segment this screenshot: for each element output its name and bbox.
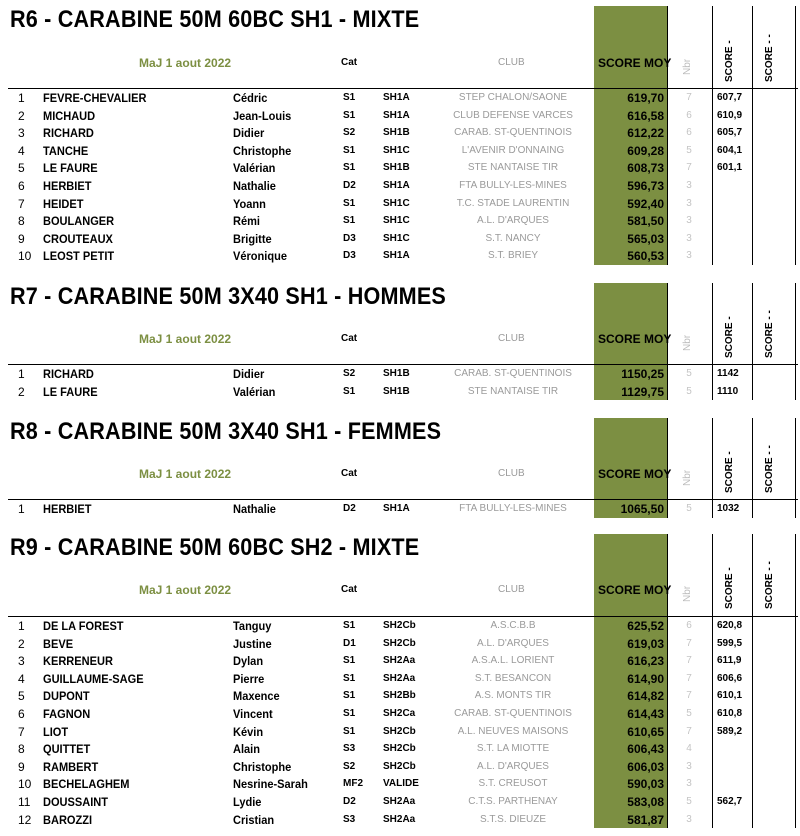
- class: SH2Aa: [383, 796, 416, 807]
- club: S.T. CREUSOT: [478, 778, 548, 790]
- last-name: RICHARD: [43, 126, 94, 141]
- club: FTA BULLY-LES-MINES: [459, 503, 567, 514]
- table-row: [0, 142, 800, 160]
- first-name: Nathalie: [233, 502, 276, 516]
- update-date: MaJ 1 aout 2022: [139, 583, 232, 597]
- club: S.T. BRIEY: [487, 250, 538, 262]
- last-name: HERBIET: [43, 502, 92, 516]
- club: A.L. D'ARQUES: [477, 215, 549, 227]
- table-row: [0, 775, 800, 793]
- score-1: 1110: [717, 385, 739, 397]
- score-moy: 612,22: [627, 126, 664, 141]
- rank: 9: [18, 231, 25, 246]
- category: S1: [343, 215, 356, 227]
- results-section: [0, 283, 800, 400]
- score-moy: 565,03: [627, 231, 664, 246]
- club: CARAB. ST-QUENTINOIS: [454, 368, 572, 379]
- score-moy: 614,90: [627, 671, 664, 686]
- first-name: Didier: [233, 367, 265, 381]
- score-moy: 592,40: [627, 196, 664, 211]
- table-row: [0, 383, 800, 401]
- header-score-moy: SCORE MOY: [598, 467, 672, 481]
- last-name: HEIDET: [43, 196, 84, 211]
- club: STE NANTAISE TIR: [467, 162, 559, 174]
- header-club: CLUB: [498, 468, 525, 479]
- first-name: Tanguy: [233, 619, 272, 633]
- nbr: 5: [686, 503, 692, 514]
- club: CLUB DEFENSE VARCES: [453, 109, 573, 121]
- class: SH2Ca: [383, 708, 416, 719]
- first-name: Christophe: [233, 143, 292, 158]
- header-score-2: SCORE - -: [764, 34, 775, 82]
- rank: 3: [18, 126, 25, 141]
- rank: 5: [18, 689, 25, 704]
- table-row: [0, 758, 800, 776]
- category: S3: [343, 813, 356, 825]
- score-moy: 610,65: [627, 724, 664, 739]
- score-1: 607,7: [717, 92, 743, 103]
- last-name: RAMBERT: [43, 759, 99, 774]
- last-name: MICHAUD: [43, 108, 96, 123]
- table-row: [0, 687, 800, 705]
- header-cat: Cat: [341, 57, 358, 68]
- section-title: R8 - CARABINE 50M 3X40 SH1 - FEMMES: [10, 418, 442, 445]
- category: S1: [343, 655, 356, 667]
- table-row: [0, 89, 800, 107]
- last-name: BAROZZI: [43, 812, 93, 827]
- last-name: LE FAURE: [43, 384, 98, 399]
- club: A.L. NEUVES MAISONS: [457, 725, 569, 737]
- nbr: 7: [686, 92, 692, 103]
- club: C.T.S. PARTHENAY: [468, 796, 558, 807]
- rank: 6: [18, 707, 25, 721]
- nbr: 7: [686, 690, 692, 702]
- header-nbr: Nbr: [682, 585, 693, 602]
- category: S1: [343, 672, 356, 684]
- header-score-1: SCORE -: [724, 40, 735, 82]
- results-section: [0, 534, 800, 828]
- first-name: Didier: [233, 126, 265, 141]
- last-name: CROUTEAUX: [43, 231, 113, 246]
- first-name: Cédric: [233, 91, 268, 105]
- class: SH2Cb: [383, 637, 416, 649]
- last-name: LE FAURE: [43, 161, 98, 176]
- rank: 1: [18, 91, 25, 105]
- club: STEP CHALON/SAONE: [458, 92, 568, 103]
- score-moy: 581,50: [627, 214, 664, 229]
- score-1: 1032: [717, 503, 740, 514]
- rank: 2: [18, 384, 25, 399]
- class: SH1B: [383, 162, 410, 174]
- club: A.S. MONTS TIR: [474, 690, 552, 702]
- club: S.T. BESANCON: [474, 672, 552, 684]
- results-section: [0, 6, 800, 265]
- class: SH1C: [383, 197, 410, 209]
- table-row: [0, 500, 800, 518]
- category: S1: [343, 92, 356, 103]
- score-moy: 619,70: [627, 91, 664, 105]
- nbr: 3: [686, 215, 692, 227]
- class: SH2Bb: [383, 690, 416, 702]
- table-row: [0, 617, 800, 635]
- rank: 7: [18, 724, 25, 739]
- category: S2: [343, 760, 356, 772]
- first-name: Brigitte: [233, 231, 272, 246]
- header-nbr: Nbr: [682, 58, 693, 75]
- rank: 12: [18, 812, 32, 827]
- table-row: [0, 723, 800, 741]
- category: D2: [343, 503, 356, 514]
- rank: 3: [18, 654, 25, 669]
- score-moy: 619,03: [627, 636, 664, 651]
- table-row: [0, 124, 800, 142]
- nbr: 4: [686, 743, 692, 755]
- first-name: Kévin: [233, 724, 264, 739]
- update-date: MaJ 1 aout 2022: [139, 56, 232, 70]
- nbr: 3: [686, 197, 692, 209]
- score-1: 1142: [717, 368, 739, 379]
- club: CARAB. ST-QUENTINOIS: [454, 127, 572, 139]
- class: SH2Cb: [383, 743, 416, 755]
- nbr: 7: [686, 637, 692, 649]
- category: S1: [343, 385, 356, 397]
- category: S1: [343, 725, 356, 737]
- last-name: LIOT: [43, 724, 69, 739]
- club: A.S.A.L. LORIENT: [471, 655, 555, 667]
- score-moy: 590,03: [627, 777, 664, 792]
- nbr: 6: [686, 109, 692, 121]
- score-1: 610,1: [717, 690, 743, 702]
- header-cat: Cat: [341, 333, 358, 344]
- score-1: 611,9: [717, 655, 742, 667]
- first-name: Nathalie: [233, 179, 276, 193]
- rank: 4: [18, 143, 25, 158]
- rank: 5: [18, 161, 25, 176]
- nbr: 7: [686, 725, 692, 737]
- last-name: BEVE: [43, 636, 74, 651]
- nbr: 7: [686, 672, 692, 684]
- nbr: 5: [686, 708, 692, 719]
- class: SH1A: [383, 503, 410, 514]
- rank: 6: [18, 179, 25, 193]
- first-name: Dylan: [233, 654, 264, 669]
- update-date: MaJ 1 aout 2022: [139, 467, 232, 481]
- header-score-2: SCORE - -: [764, 561, 775, 609]
- first-name: Valérian: [233, 384, 276, 399]
- category: S1: [343, 197, 356, 209]
- score-moy: 606,03: [627, 759, 664, 774]
- club: CARAB. ST-QUENTINOIS: [454, 708, 572, 719]
- last-name: DUPONT: [43, 689, 90, 704]
- nbr: 3: [686, 250, 692, 262]
- score-1: 605,7: [717, 127, 743, 139]
- score-1: 610,8: [717, 708, 743, 719]
- nbr: 7: [686, 655, 692, 667]
- score-moy: 614,82: [627, 689, 664, 704]
- club: A.L. D'ARQUES: [477, 637, 549, 649]
- club: A.L. D'ARQUES: [477, 760, 549, 772]
- header-score-2: SCORE - -: [764, 445, 775, 493]
- nbr: 5: [686, 796, 692, 807]
- score-moy: 583,08: [627, 795, 664, 809]
- score-1: 610,9: [717, 109, 743, 121]
- header-club: CLUB: [498, 333, 525, 344]
- category: D2: [343, 796, 356, 807]
- score-moy: 614,43: [627, 707, 664, 721]
- nbr: 3: [686, 778, 692, 790]
- nbr: 5: [686, 385, 692, 397]
- table-row: [0, 652, 800, 670]
- score-1: 620,8: [717, 620, 743, 631]
- first-name: Nesrine-Sarah: [233, 777, 308, 792]
- last-name: HERBIET: [43, 179, 92, 193]
- table-row: [0, 247, 800, 265]
- rank: 2: [18, 636, 25, 651]
- class: SH2Cb: [383, 760, 416, 772]
- score-moy: 1129,75: [621, 384, 664, 399]
- nbr: 6: [686, 127, 692, 139]
- table-row: [0, 195, 800, 213]
- header-score-1: SCORE -: [724, 567, 735, 609]
- header-club: CLUB: [498, 584, 525, 595]
- table-row: [0, 212, 800, 230]
- score-moy: 609,28: [627, 143, 664, 158]
- first-name: Alain: [233, 742, 260, 757]
- header-score-moy: SCORE MOY: [598, 583, 672, 597]
- table-row: [0, 159, 800, 177]
- club: S.T.S. DIEUZE: [479, 813, 547, 825]
- nbr: 3: [686, 180, 692, 191]
- class: SH1C: [383, 215, 410, 227]
- last-name: KERRENEUR: [43, 654, 113, 669]
- category: S1: [343, 708, 356, 719]
- club: L'AVENIR D'ONNAING: [461, 144, 565, 156]
- last-name: QUITTET: [43, 742, 91, 757]
- club: STE NANTAISE TIR: [467, 385, 559, 397]
- nbr: 5: [686, 368, 692, 379]
- first-name: Justine: [233, 636, 272, 651]
- table-row: [0, 177, 800, 195]
- table-row: [0, 107, 800, 125]
- class: SH1A: [383, 109, 410, 121]
- category: S1: [343, 109, 356, 121]
- rank: 2: [18, 108, 25, 123]
- last-name: DOUSSAINT: [43, 795, 109, 809]
- nbr: 3: [686, 760, 692, 772]
- header-cat: Cat: [341, 584, 358, 595]
- category: D1: [343, 637, 356, 649]
- table-row: [0, 811, 800, 829]
- first-name: Yoann: [233, 196, 266, 211]
- score-moy: 581,87: [627, 812, 664, 827]
- score-moy: 596,73: [627, 179, 664, 193]
- score-moy: 1150,25: [621, 367, 664, 381]
- category: D3: [343, 232, 356, 244]
- category: D2: [343, 180, 356, 191]
- category: S1: [343, 144, 356, 156]
- score-moy: 560,53: [627, 249, 664, 264]
- header-score-1: SCORE -: [724, 316, 735, 358]
- last-name: DE LA FOREST: [43, 619, 124, 633]
- class: SH1B: [383, 127, 410, 139]
- last-name: BECHELAGHEM: [43, 777, 130, 792]
- rank: 1: [18, 619, 25, 633]
- class: SH2Aa: [383, 672, 416, 684]
- first-name: Christophe: [233, 759, 292, 774]
- header-cat: Cat: [341, 468, 358, 479]
- nbr: 5: [686, 144, 692, 156]
- nbr: 3: [686, 813, 692, 825]
- first-name: Véronique: [233, 249, 287, 264]
- category: S1: [343, 162, 356, 174]
- table-row: [0, 793, 800, 811]
- table-row: [0, 230, 800, 248]
- nbr: 6: [686, 620, 692, 631]
- score-moy: 616,23: [627, 654, 664, 669]
- rank: 10: [18, 777, 32, 792]
- class: SH2Aa: [383, 655, 416, 667]
- rank: 8: [18, 214, 25, 229]
- category: S2: [343, 127, 356, 139]
- table-row: [0, 670, 800, 688]
- score-1: 601,1: [717, 162, 743, 174]
- first-name: Maxence: [233, 689, 280, 704]
- score-moy: 606,43: [627, 742, 664, 757]
- class: SH2Aa: [383, 813, 416, 825]
- last-name: LEOST PETIT: [43, 249, 115, 264]
- header-score-2: SCORE - -: [764, 310, 775, 358]
- rank: 1: [18, 502, 25, 516]
- rank: 1: [18, 367, 25, 381]
- class: SH1A: [383, 250, 410, 262]
- class: SH2Cb: [383, 620, 416, 631]
- category: S1: [343, 620, 356, 631]
- header-score-moy: SCORE MOY: [598, 56, 672, 70]
- class: SH1A: [383, 180, 410, 191]
- score-moy: 1065,50: [620, 502, 664, 516]
- first-name: Cristian: [233, 812, 275, 827]
- club: S.T. LA MIOTTE: [476, 743, 550, 755]
- last-name: FAGNON: [43, 707, 91, 721]
- last-name: FEVRE-CHEVALIER: [43, 91, 147, 105]
- nbr: 7: [686, 162, 692, 174]
- class: VALIDE: [383, 778, 419, 790]
- results-section: [0, 418, 800, 518]
- category: S2: [343, 368, 356, 379]
- rank: 11: [18, 795, 31, 809]
- score-1: 599,5: [717, 637, 743, 649]
- last-name: TANCHE: [43, 143, 89, 158]
- score-moy: 608,73: [627, 161, 664, 176]
- class: SH1A: [383, 92, 410, 103]
- score-1: 589,2: [717, 725, 743, 737]
- category: S1: [343, 690, 356, 702]
- nbr: 3: [686, 232, 692, 244]
- header-nbr: Nbr: [682, 334, 693, 351]
- rank: 9: [18, 759, 25, 774]
- update-date: MaJ 1 aout 2022: [139, 332, 232, 346]
- club: A.S.C.B.B: [490, 620, 536, 631]
- rank: 4: [18, 671, 25, 686]
- class: SH2Cb: [383, 725, 416, 737]
- club: S.T. NANCY: [485, 232, 541, 244]
- section-title: R7 - CARABINE 50M 3X40 SH1 - HOMMES: [10, 283, 446, 310]
- score-moy: 625,52: [627, 619, 664, 633]
- header-nbr: Nbr: [682, 469, 693, 486]
- section-title: R6 - CARABINE 50M 60BC SH1 - MIXTE: [10, 6, 420, 33]
- category: MF2: [343, 778, 363, 790]
- first-name: Valérian: [233, 161, 276, 176]
- first-name: Rémi: [233, 214, 260, 229]
- score-1: 606,6: [717, 672, 743, 684]
- table-row: [0, 635, 800, 653]
- header-score-1: SCORE -: [724, 451, 735, 493]
- class: SH1C: [383, 232, 410, 244]
- table-row: [0, 740, 800, 758]
- rank: 10: [18, 249, 32, 264]
- section-title: R9 - CARABINE 50M 60BC SH2 - MIXTE: [10, 534, 420, 561]
- category: S3: [343, 743, 356, 755]
- first-name: Jean-Louis: [233, 108, 292, 123]
- club: FTA BULLY-LES-MINES: [459, 180, 567, 191]
- rank: 7: [18, 196, 25, 211]
- club: T.C. STADE LAURENTIN: [456, 197, 570, 209]
- last-name: RICHARD: [43, 367, 94, 381]
- first-name: Vincent: [233, 707, 273, 721]
- score-1: 562,7: [717, 796, 743, 807]
- last-name: BOULANGER: [43, 214, 115, 229]
- header-score-moy: SCORE MOY: [598, 332, 672, 346]
- first-name: Pierre: [233, 671, 265, 686]
- header-club: CLUB: [498, 57, 525, 68]
- last-name: GUILLAUME-SAGE: [43, 671, 144, 686]
- category: D3: [343, 250, 356, 262]
- class: SH1C: [383, 144, 410, 156]
- rank: 8: [18, 742, 25, 757]
- class: SH1B: [383, 368, 410, 379]
- table-row: [0, 365, 800, 383]
- score-moy: 616,58: [627, 108, 664, 123]
- score-1: 604,1: [717, 144, 743, 156]
- table-row: [0, 705, 800, 723]
- first-name: Lydie: [233, 795, 262, 809]
- class: SH1B: [383, 385, 410, 397]
